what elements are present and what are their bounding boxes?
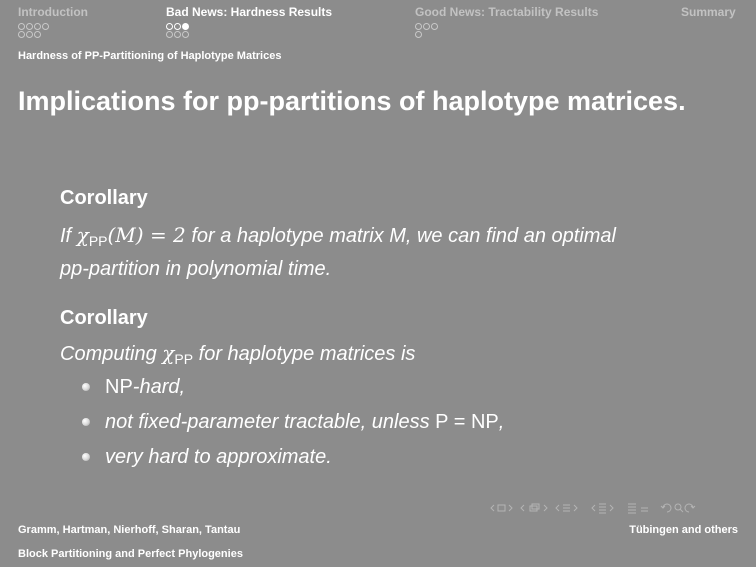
nav-frame-dot[interactable] <box>174 23 181 30</box>
chi-subscript: PP <box>88 233 108 249</box>
bullet-icon <box>82 453 90 461</box>
nav-section-good-news[interactable]: Good News: Tractability Results <box>415 5 599 19</box>
search-icon[interactable] <box>675 504 683 512</box>
item-text: not fixed-parameter tractable, unless <box>105 411 430 433</box>
nav-frame-dot[interactable] <box>166 23 173 30</box>
item-text: very hard to approximate. <box>105 446 332 468</box>
footer-institute: Tübingen and others <box>629 524 738 536</box>
item-tail: , <box>498 411 505 433</box>
corollary-title: Corollary <box>60 307 148 329</box>
nav-frame-dot[interactable] <box>26 31 33 38</box>
nav-frame-dot[interactable] <box>166 31 173 38</box>
frame-title: Implications for pp-partitions of haplotype matrices. <box>18 86 686 116</box>
corollary-text-line2: pp-partition in polynomial time. <box>60 258 332 280</box>
text-if: If <box>60 225 72 247</box>
nav-frame-dot[interactable] <box>174 31 181 38</box>
item-math: P = NP <box>435 411 499 433</box>
nav-dots-bad-news <box>166 23 190 39</box>
nav-frame-dot[interactable] <box>415 23 422 30</box>
nav-frame-dot[interactable] <box>18 23 25 30</box>
bullet-icon <box>82 383 90 391</box>
nav-frame-dot[interactable] <box>182 31 189 38</box>
nav-frame-dot-current[interactable] <box>182 23 189 30</box>
subsection-nav-icon[interactable] <box>521 504 547 511</box>
nav-frame-dot[interactable] <box>423 23 430 30</box>
bullet-icon <box>82 418 90 426</box>
section-nav-icon[interactable] <box>556 505 577 511</box>
nav-frame-dot[interactable] <box>34 31 41 38</box>
document-nav-icon[interactable] <box>592 504 613 513</box>
toc-icon[interactable] <box>628 504 648 513</box>
corollary-block-1 <box>60 185 720 283</box>
nav-frame-dot[interactable] <box>34 23 41 30</box>
undo-icon[interactable] <box>661 504 671 512</box>
chi-symbol: χ <box>76 223 89 247</box>
nav-dots-good-news <box>415 23 439 39</box>
text-computing: Computing <box>60 343 157 365</box>
chi-argument: (M) = 2 <box>107 223 186 247</box>
corollary-text-line1: for a haplotype matrix M, we can find an optimal <box>191 225 616 247</box>
nav-section-introduction[interactable]: Introduction <box>18 5 88 19</box>
corollary-body <box>60 339 720 373</box>
navigation-symbols <box>488 499 748 519</box>
corollary-title: Corollary <box>60 187 148 209</box>
nav-section-bad-news[interactable]: Bad News: Hardness Results <box>166 5 333 19</box>
item-text: -hard, <box>132 376 186 398</box>
item-math: NP <box>105 376 133 398</box>
footer-authors: Gramm, Hartman, Nierhoff, Sharan, Tantau <box>18 524 241 536</box>
corollary-block-2 <box>60 305 720 373</box>
frame-nav-icon[interactable] <box>491 505 512 511</box>
nav-section-summary[interactable]: Summary <box>681 5 736 19</box>
nav-frame-dot[interactable] <box>431 23 438 30</box>
chi-subscript: PP <box>174 351 194 367</box>
chi-symbol: χ <box>162 341 175 365</box>
corollary-body <box>60 221 720 283</box>
navigation-bar <box>0 0 756 44</box>
redo-icon[interactable] <box>685 504 695 512</box>
nav-frame-dot[interactable] <box>26 23 33 30</box>
nav-frame-dot[interactable] <box>415 31 422 38</box>
nav-dots-introduction <box>18 23 50 39</box>
corollary-text: for haplotype matrices is <box>198 343 416 365</box>
nav-frame-dot[interactable] <box>42 23 49 30</box>
subsection-title: Hardness of PP-Partitioning of Haplotype Matrices <box>18 50 282 62</box>
footer-title: Block Partitioning and Perfect Phylogenies <box>18 548 243 560</box>
nav-frame-dot[interactable] <box>18 31 25 38</box>
